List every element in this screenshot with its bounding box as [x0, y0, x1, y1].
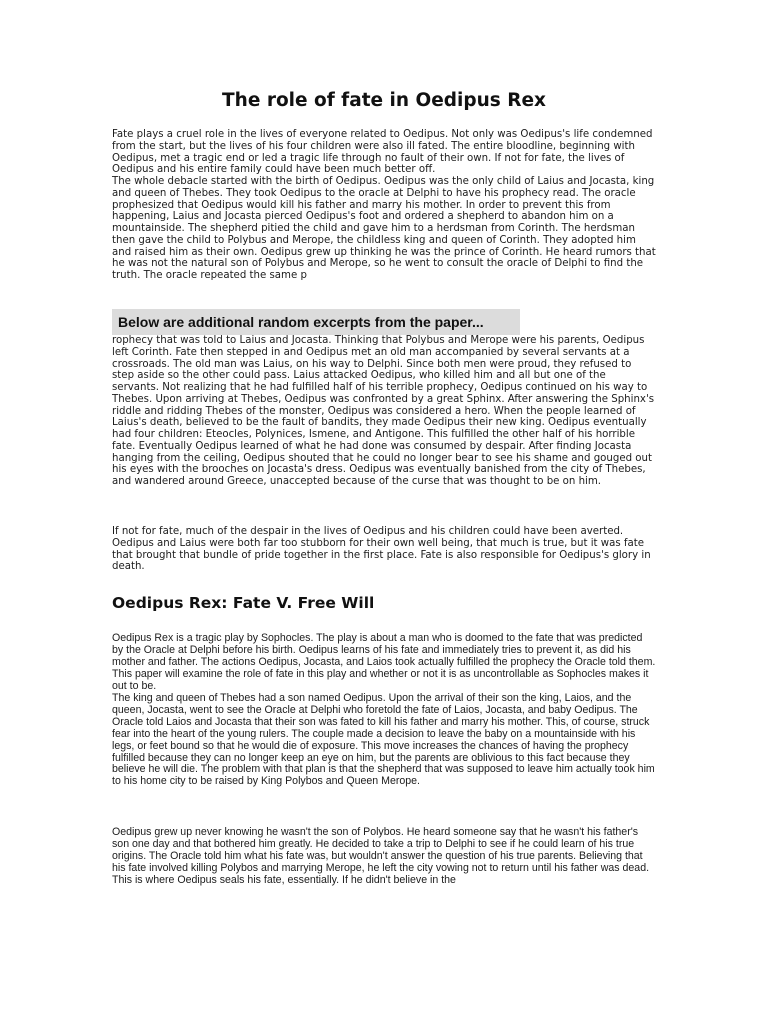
page-title: The role of fate in Oedipus Rex [222, 90, 546, 111]
essay2-paragraph-1: Oedipus Rex is a tragic play by Sophocles. The play is about a man who is doomed to the fate that was predicted by the Oracle at Delphi before his birth. Oedipus learns of his fate and immediately tries to prevent it, as did his mother and father. The actions Oedipus, Jocasta, and Laios took actually fulfilled the prophecy the Oracle told them. This paper will examine the role of fate in this play and whether or not it is as uncontrollable as Sophocles makes it out to be. [112, 632, 656, 692]
essay2-section [112, 633, 656, 788]
section-heading: Oedipus Rex: Fate V. Free Will [112, 594, 375, 612]
conclusion-paragraph: If not for fate, much of the despair in the lives of Oedipus and his children could have been averted. Oedipus and Laius were both far too stubborn for their own well being, that much is true, but it was fate that brought that bundle of pride together in the first place. Fate is also responsible for Oedipus's glory in death. [112, 526, 651, 573]
intro-section [112, 129, 656, 282]
intro-paragraph: Fate plays a cruel role in the lives of everyone related to Oedipus. Not only was Oedipus's life condemned from the start, but the lives of his four children were also ill fated. The entire bloodline, beginning with Oedipus, met a tragic end or led a tragic life through no fault of their own. If not for fate, the lives of Oedipus and his entire family could have been much better off. [112, 129, 653, 176]
intro-paragraph-2: The whole debacle started with the birth of Oedipus. Oedipus was the only child of Laius and Jocasta, king and queen of Thebes. They took Oedipus to the oracle at Delphi to have his prophecy read. The oracle prophesized that Oedipus would kill his father and marry his mother. In order to prevent this from happening, Laius and Jocasta pierced Oedipus's foot and ordered a shepherd to abandon him on a mountainside. The shepherd pitied the child and gave him to a herdsman from Corinth. The herdsman then gave the child to Polybus and Merope, the childless king and queen of Corinth. They adopted him and raised him as their own. Oedipus grew up thinking he was the prince of Corinth. He heard rumors that he was not the natural son of Polybus and Merope, so he went to consult the oracle of Delphi to find the truth. The oracle repeated the same p [112, 176, 656, 281]
excerpt-paragraph: rophecy that was told to Laius and Jocasta. Thinking that Polybus and Merope were his parents, Oedipus left Corinth. Fate then stepped in and Oedipus met an old man accompanied by several servants at a crossroads. The old man was Laius, on his way to Delphi. Since both men were proud, they refused to step aside so the other could pass. Laius attacked Oedipus, who killed him and all but one of the servants. Not realizing that he had fulfilled half of his terrible prophecy, Oedipus continued on his way to Thebes. Upon arriving at Thebes, Oedipus was confronted by a great Sphinx. After answering the Sphinx's riddle and ridding Thebes of the monster, Oedipus was considered a hero. When the people learned of Laius's death, believed to be the fault of bandits, they made Oedipus their new king. Oedipus eventually had four children: Eteocles, Polynices, Ismene, and Antigone. This fulfilled the other half of his horrible fate. Eventually Oedipus learned of what he had done was consumed by despair. After finding Jocasta hanging from the ceiling, Oedipus shouted that he could no longer bear to see his shame and gouged out his eyes with the brooches on Jocasta's dress. Oedipus was eventually banished from the city of Thebes, and wandered around Greece, unaccepted because of the curse that was thought to be on him. [112, 335, 655, 487]
excerpts-banner: Below are additional random excerpts from the paper... [112, 309, 520, 335]
essay2-paragraph-2: The king and queen of Thebes had a son named Oedipus. Upon the arrival of their son the king, Laios, and the queen, Jocasta, went to see the Oracle at Delphi who foretold the fate of Laios, Jocasta, and baby Oedipus. The Oracle told Laios and Jocasta that their son was fated to kill his father and marry his mother. This, of course, struck fear into the heart of the young rulers. The couple made a decision to leave the baby on a mountainside with his legs, or feet bound so that he would die of exposure. This move increases the chances of having the prophecy fulfilled because they can no longer keep an eye on him, but the parents are oblivious to this fact because they believe he will die. The problem with that plan is that the shepherd that was supposed to leave him actually took him to his home city to be raised by King Polybos and Queen Merope. [112, 691, 655, 788]
essay2-paragraph-3: Oedipus grew up never knowing he wasn't the son of Polybos. He heard someone say that he wasn't his father's son one day and that bothered him greatly. He decided to take a trip to Delphi to see if he could learn of his true origins. The Oracle told him what his fate was, but wouldn't answer the question of his true parents. Believing that his fate involved killing Polybos and marrying Merope, he left the city vowing not to return until his father was dead. This is where Oedipus seals his fate, essentially. If he didn't believe in the [112, 826, 650, 886]
